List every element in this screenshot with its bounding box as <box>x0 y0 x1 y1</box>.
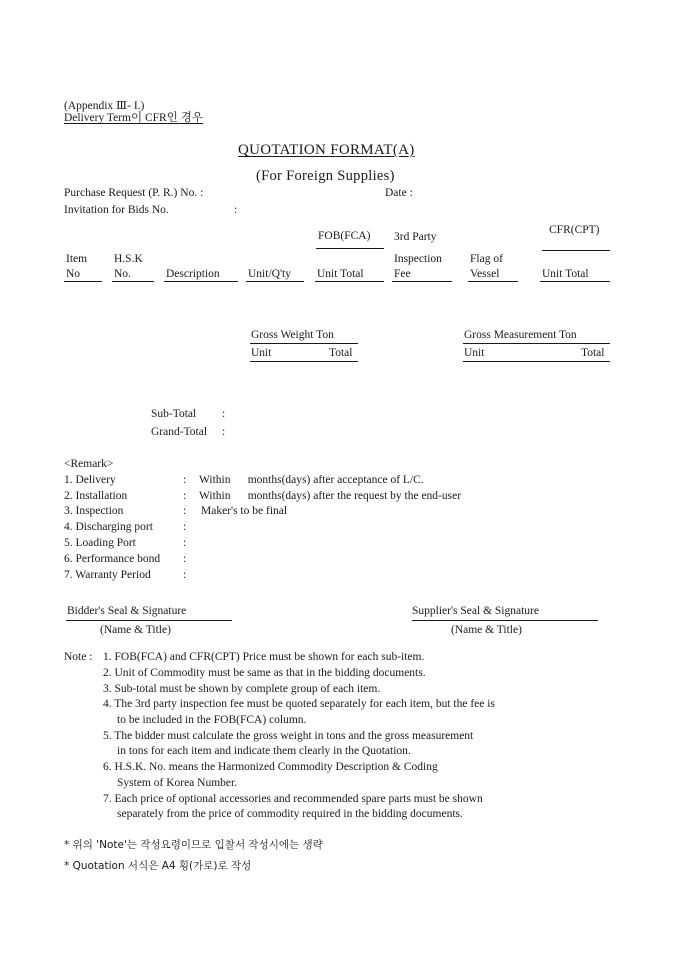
note-item: 6. H.S.K. No. means the Harmonized Commodity Description & Coding <box>103 761 438 773</box>
note-item-continuation: System of Korea Number. <box>117 777 238 789</box>
third-party-header: 3rd Party <box>394 231 437 243</box>
note-item-continuation: in tons for each item and indicate them clearly in the Quotation. <box>117 745 411 757</box>
cfr-unit-total-header: Unit Total <box>542 268 589 280</box>
fob-unit-total-header: Unit Total <box>317 268 364 280</box>
note-item: 3. Sub-total must be shown by complete group of each item. <box>103 683 381 695</box>
note-item-continuation: to be included in the FOB(FCA) column. <box>117 714 307 726</box>
flag-column-rule <box>468 281 518 282</box>
gross-measure-total: Total <box>581 347 605 359</box>
remark-label: 4. Discharging port <box>64 521 153 533</box>
invitation-label: Invitation for Bids No. <box>64 204 169 216</box>
bidder-signature-label: Bidder's Seal & Signature <box>67 605 187 617</box>
remark-label: 5. Loading Port <box>64 537 136 549</box>
remark-value: Within months(days) after the request by the end-user <box>199 490 462 502</box>
description-header: Description <box>166 268 220 280</box>
flag-header-line2: Vessel <box>470 268 500 280</box>
gross-measure-bottom-rule <box>463 361 610 362</box>
note-item: 4. The 3rd party inspection fee must be quoted separately for each item, but the fee is <box>103 698 495 710</box>
bidder-name-title: (Name & Title) <box>100 624 171 636</box>
remark-colon: : <box>183 474 187 486</box>
description-column-rule <box>164 281 238 282</box>
remark-label: 6. Performance bond <box>64 553 161 565</box>
inspection-column-rule <box>392 281 452 282</box>
gross-measure-unit: Unit <box>464 347 485 359</box>
cfr-column-rule <box>540 281 610 282</box>
gross-measure-header: Gross Measurement Ton <box>464 329 577 341</box>
purchase-request-label: Purchase Request (P. R.) No. : <box>64 187 204 199</box>
supplier-signature-label: Supplier's Seal & Signature <box>412 605 539 617</box>
note-item: 1. FOB(FCA) and CFR(CPT) Price must be shown for each sub-item. <box>103 651 425 663</box>
gross-weight-bottom-rule <box>250 361 358 362</box>
gross-measure-rule <box>463 343 610 344</box>
supplier-name-title: (Name & Title) <box>451 624 522 636</box>
remark-colon: : <box>183 553 187 565</box>
note-item-continuation: separately from the price of commodity required in the bidding documents. <box>117 808 463 820</box>
fob-header: FOB(FCA) <box>318 230 371 242</box>
fob-header-rule <box>316 248 384 249</box>
inspection-header-line2: Fee <box>394 268 411 280</box>
grand-total-label: Grand-Total <box>151 426 208 438</box>
sub-total-label: Sub-Total <box>151 408 197 420</box>
remark-colon: : <box>183 569 187 581</box>
item-header-line1: Item <box>66 253 88 265</box>
hsk-column-rule <box>112 281 154 282</box>
remark-colon: : <box>183 505 187 517</box>
note-item: 5. The bidder must calculate the gross weight in tons and the gross measurement <box>103 730 474 742</box>
note-prefix: Note : <box>64 651 93 663</box>
unit-qty-header: Unit/Q'ty <box>248 268 291 280</box>
remark-label: 3. Inspection <box>64 505 124 517</box>
gross-weight-total: Total <box>329 347 353 359</box>
note-item: 7. Each price of optional accessories and recommended spare parts must be shown <box>103 793 483 805</box>
gross-weight-unit: Unit <box>251 347 272 359</box>
invitation-colon: : <box>234 204 238 216</box>
note-item: 2. Unit of Commodity must be same as that in the bidding documents. <box>103 667 426 679</box>
remark-colon: : <box>183 521 187 533</box>
remark-colon: : <box>183 490 187 502</box>
bidder-signature-rule <box>66 620 232 621</box>
remark-label: 2. Installation <box>64 490 128 502</box>
page-subtitle: (For Foreign Supplies) <box>256 168 395 184</box>
footnote: * Quotation 서식은 A4 횡(가로)로 작성 <box>64 860 252 872</box>
date-label: Date : <box>385 187 413 199</box>
sub-total-colon: : <box>222 408 226 420</box>
item-column-rule <box>64 281 102 282</box>
flag-header-line1: Flag of <box>470 253 503 265</box>
remark-label: 1. Delivery <box>64 474 116 486</box>
inspection-header-line1: Inspection <box>394 253 442 265</box>
hsk-header-line2: No. <box>114 268 131 280</box>
remark-colon: : <box>183 537 187 549</box>
cfr-header-rule <box>542 250 610 251</box>
remark-value: Maker's to be final <box>201 505 288 517</box>
gross-weight-rule <box>250 343 358 344</box>
supplier-signature-rule <box>412 620 598 621</box>
remark-value: Within months(days) after acceptance of L/C. <box>199 474 424 486</box>
unit-qty-column-rule <box>246 281 304 282</box>
footnote: * 위의 'Note'는 작성요령이므로 입찰서 작성시에는 생략 <box>64 839 323 851</box>
item-header-line2: No <box>66 268 81 280</box>
remark-heading: <Remark> <box>64 458 114 470</box>
page-title: QUOTATION FORMAT(A) <box>238 142 415 158</box>
grand-total-colon: : <box>222 426 226 438</box>
fob-column-rule <box>315 281 384 282</box>
gross-weight-header: Gross Weight Ton <box>251 329 334 341</box>
appendix-label: (Appendix Ⅲ- I.) <box>64 100 145 112</box>
cfr-header: CFR(CPT) <box>549 224 600 236</box>
delivery-term-label: Delivery Term이 CFR인 경우 <box>64 112 203 124</box>
remark-label: 7. Warranty Period <box>64 569 151 581</box>
hsk-header-line1: H.S.K <box>114 253 143 265</box>
